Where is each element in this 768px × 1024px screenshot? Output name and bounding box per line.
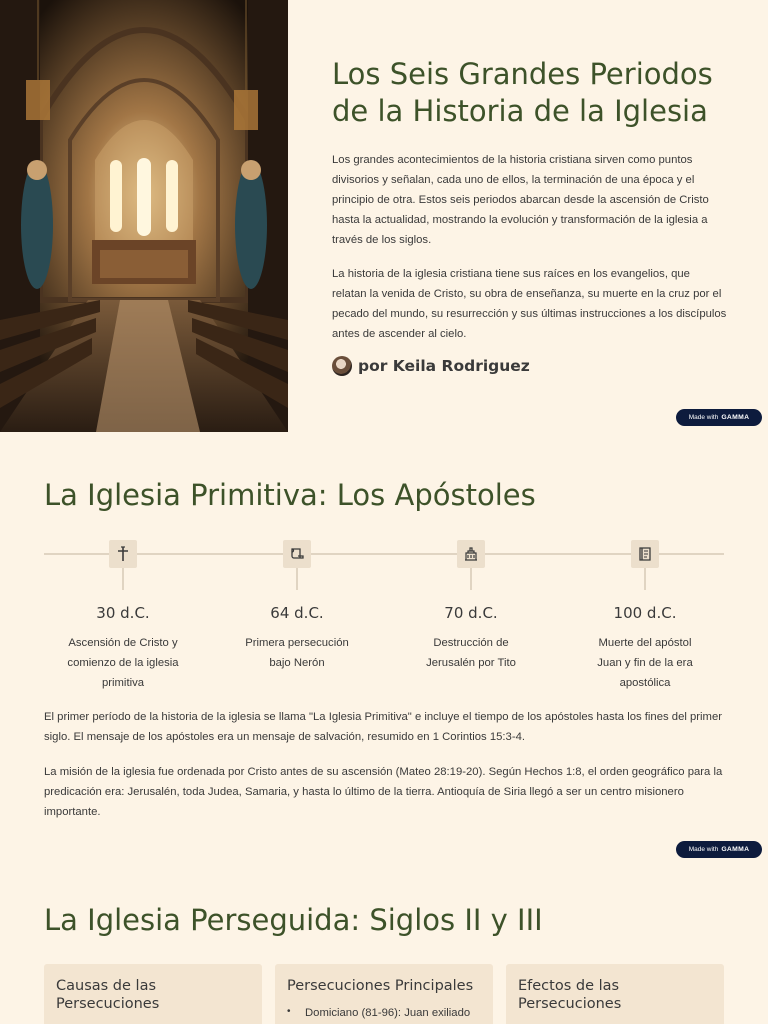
timeline-desc: Primera persecución bajo Nerón	[245, 637, 349, 669]
made-with-gamma-badge[interactable]	[676, 841, 762, 858]
avatar	[332, 356, 352, 376]
timeline-desc: Destrucción de Jerusalén por Tito	[426, 637, 516, 669]
list-item: • Domiciano (81-96): Juan exiliado	[287, 1007, 481, 1019]
card-title: Persecuciones Principales	[287, 978, 474, 994]
book-icon	[631, 540, 659, 568]
badge-prefix: Made with	[688, 414, 719, 421]
timeline-date: 64 d.C.	[270, 604, 324, 622]
card-title: Efectos de las Persecuciones	[518, 978, 622, 1012]
church-interior-image	[0, 0, 288, 432]
primitive-paragraph-1: El primer período de la historia de la iglesia se llama "La Iglesia Primitiva" e incluye el tiempo de los apóstoles hasta los fines del primer siglo. El mensaje de los apóstoles era un mensaje de salvación, resumido en 1 Corintios 15:3-4.	[44, 711, 723, 743]
timeline-date: 100 d.C.	[613, 604, 677, 622]
scroll-icon	[283, 540, 311, 568]
badge-prefix: Made with	[688, 846, 719, 853]
timeline-date: 30 d.C.	[96, 604, 150, 622]
timeline	[44, 540, 724, 700]
timeline-desc: Ascensión de Cristo y comienzo de la iglesia primitiva	[67, 637, 179, 689]
temple-icon	[457, 540, 485, 568]
card-list	[287, 1007, 481, 1019]
section-title-persecuted: La Iglesia Perseguida: Siglos II y III	[44, 903, 543, 937]
timeline-desc: Muerte del apóstol Juan y fin de la era apostólica	[597, 637, 693, 689]
author-byline	[332, 356, 530, 376]
card-effects	[506, 964, 724, 1024]
badge-brand: GAMMA	[721, 414, 750, 421]
timeline-stem	[122, 568, 124, 590]
cross-icon	[109, 540, 137, 568]
timeline-date: 70 d.C.	[444, 604, 498, 622]
card-title: Causas de las Persecuciones	[56, 978, 160, 1012]
intro-paragraph-1: Los grandes acontecimientos de la historia cristiana sirven como puntos divisorios y señalan, cada uno de ellos, la terminación de una época y el principio de otra. Estos seis periodos abarcan desde la ascensión de Cristo hasta la actualidad, mostrando la evolución y transformación de la iglesia a través de los siglos.	[332, 154, 709, 246]
card-main-persecutions	[275, 964, 493, 1024]
primitive-paragraph-2: La misión de la iglesia fue ordenada por Cristo antes de su ascensión (Mateo 28:19-20). Según Hechos 1:8, el orden geográfico para la predicación era: Jerusalén, toda Judea, Samaria, y hasta lo último de la tierra. Antioquía de Siria llegó a ser un centro misionero importante.	[44, 766, 723, 818]
intro-paragraph-2: La historia de la iglesia cristiana tiene sus raíces en los evangelios, que relatan la venida de Cristo, su obra de enseñanza, su muerte en la cruz por el pecado del mundo, su resurrección y sus últimas instrucciones a los discípulos antes de ascender al cielo.	[332, 268, 727, 340]
badge-brand: GAMMA	[721, 846, 750, 853]
timeline-stem	[296, 568, 298, 590]
page-title: Los Seis Grandes Periodos de la Historia de la Iglesia	[332, 57, 713, 128]
made-with-gamma-badge[interactable]	[676, 409, 762, 426]
timeline-stem	[644, 568, 646, 590]
card-causes	[44, 964, 262, 1024]
timeline-stem	[470, 568, 472, 590]
section-title-primitive: La Iglesia Primitiva: Los Apóstoles	[44, 478, 536, 512]
timeline-line	[44, 553, 724, 555]
author-name: por Keila Rodriguez	[358, 357, 530, 375]
hero-section	[0, 0, 768, 432]
